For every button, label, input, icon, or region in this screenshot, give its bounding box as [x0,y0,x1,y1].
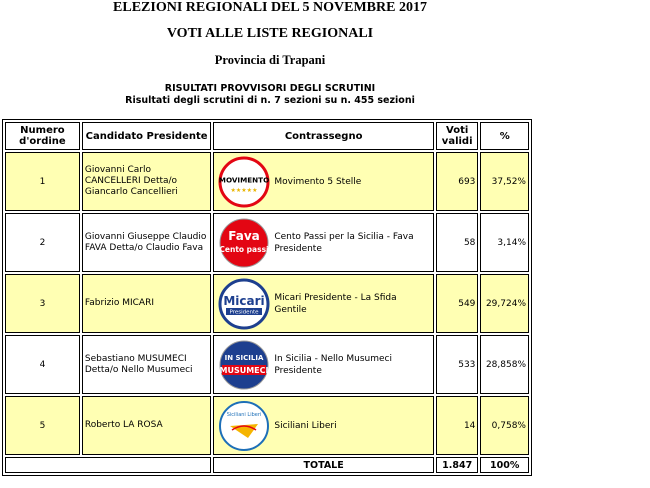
movimento-5-stelle-logo [218,156,270,208]
col-candidate-header: Candidato Presidente [82,122,212,150]
province-name: Provincia di Trapani [214,53,326,67]
col-list-header: Contrassegno [213,122,434,150]
row-number: 2 [5,213,80,272]
percent-value: 3,14% [480,213,529,272]
list-cell [213,213,434,272]
micari-presidente-logo [218,278,270,330]
candidate-name: Fabrizio MICARI [82,274,212,333]
siciliani-liberi-logo [218,400,270,452]
percent-value: 0,758% [480,396,529,455]
total-votes: 1.847 [436,457,478,473]
list-cell [213,274,434,333]
in-sicilia-musumeci-logo [218,339,270,391]
svg-text:Presidente: Presidente [229,309,259,315]
table-header-row [5,122,529,150]
svg-text:MOVIMENTO: MOVIMENTO [219,175,270,184]
svg-text:★★★★★: ★★★★★ [230,186,258,194]
row-number: 5 [5,396,80,455]
svg-text:Siciliani Liberi: Siciliani Liberi [227,411,262,418]
votes-value: 693 [436,152,478,211]
row-number: 1 [5,152,80,211]
table-row [5,396,529,455]
svg-text:IN SICILIA: IN SICILIA [224,353,264,362]
svg-text:Micari: Micari [223,293,266,308]
votes-value: 533 [436,335,478,394]
svg-text:Cento passi: Cento passi [219,244,269,254]
list-name: Movimento 5 Stelle [274,176,362,187]
candidate-name: Giovanni Carlo CANCELLERI Detta/o Giancarlo Cancellieri [82,152,212,211]
votes-value: 58 [436,213,478,272]
list-name: Siciliani Liberi [274,420,337,431]
total-label: TOTALE [213,457,434,473]
results-type: RISULTATI PROVVISORI DEGLI SCRUTINI [164,83,376,94]
col-number-header: Numero d'ordine [5,122,80,150]
percent-value: 29,724% [480,274,529,333]
list-cell [213,396,434,455]
candidate-name: Giovanni Giuseppe Claudio FAVA Detta/o Claudio Fava [82,213,212,272]
sections-note: Risultati degli scrutini di n. 7 sezioni su n. 455 sezioni [125,95,415,106]
page-subtitle: VOTI ALLE LISTE REGIONALI [166,26,374,41]
total-spacer [5,457,211,473]
table-row [5,213,529,272]
list-name: In Sicilia - Nello Musumeci Presidente [274,353,392,376]
table-row [5,335,529,394]
table-row [5,274,529,333]
list-name: Cento Passi per la Sicilia - Fava Presidente [274,231,414,254]
svg-text:Fava: Fava [228,228,261,243]
col-votes-header: Voti validi [436,122,478,150]
results-table [2,119,532,476]
cento-passi-logo [218,217,270,269]
percent-value: 37,52% [480,152,529,211]
votes-value: 14 [436,396,478,455]
svg-text:MUSUMECI: MUSUMECI [219,365,269,375]
list-name: Micari Presidente - La Sfida Gentile [274,292,397,315]
total-percent: 100% [480,457,529,473]
total-row [5,457,529,473]
candidate-name: Roberto LA ROSA [82,396,212,455]
list-cell [213,152,434,211]
table-row [5,152,529,211]
col-percent-header: % [480,122,529,150]
percent-value: 28,858% [480,335,529,394]
list-cell [213,335,434,394]
votes-value: 549 [436,274,478,333]
row-number: 3 [5,274,80,333]
page-title: ELEZIONI REGIONALI DEL 5 NOVEMBRE 2017 [113,0,427,15]
candidate-name: Sebastiano MUSUMECI Detta/o Nello Musumeci [82,335,212,394]
row-number: 4 [5,335,80,394]
